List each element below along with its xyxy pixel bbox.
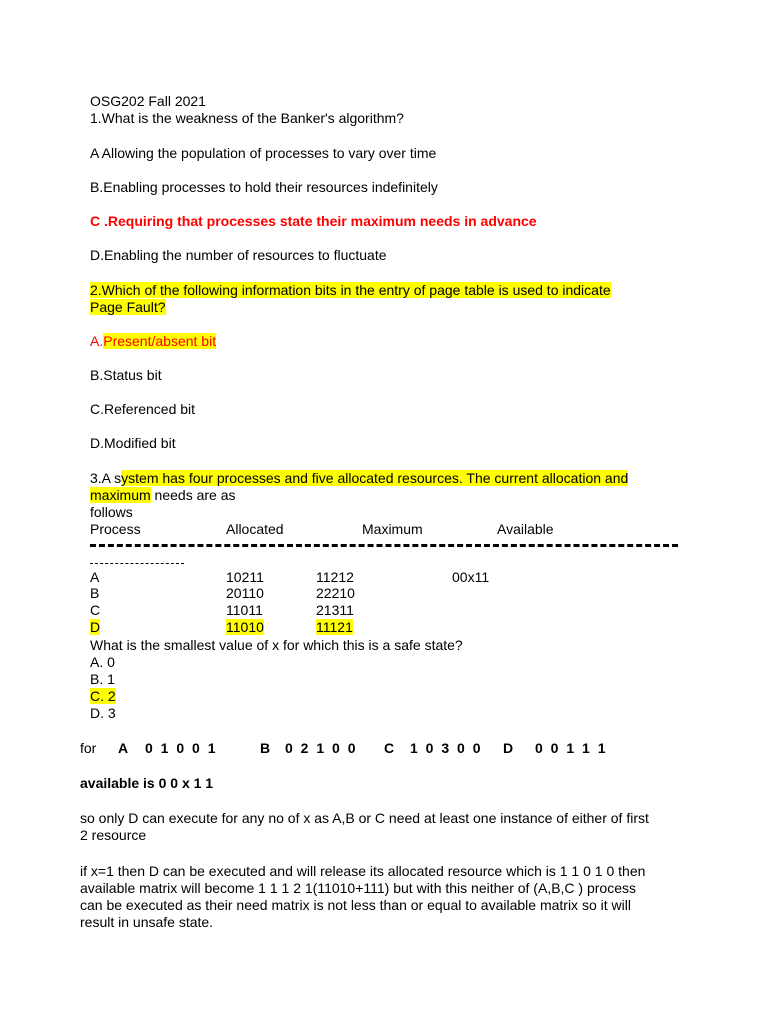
- table-row-b-allocated: 20110: [226, 585, 264, 601]
- q2-option-a-prefix: A.: [90, 333, 104, 349]
- explanation-para2-line3: can be executed as their need matrix is not less than or equal to available matrix so it will: [80, 897, 631, 913]
- q2-option-b: B.Status bit: [90, 367, 162, 383]
- table-row-b-process: B: [90, 585, 100, 601]
- need-d-name: D: [503, 740, 514, 756]
- explanation-para1-line1: so only D can execute for any no of x as A,B or C need at least one instance of either of first: [80, 810, 649, 826]
- need-d-value: 0 0 1 1 1: [535, 740, 606, 756]
- q3-line2: [90, 487, 236, 504]
- q1-option-d: D.Enabling the number of resources to fluctuate: [90, 247, 387, 263]
- table-row-c-process: C: [90, 602, 101, 618]
- table-header-maximum: Maximum: [362, 521, 423, 537]
- q2-question-line1-text: 2.Which of the following information bits in the entry of page table is used to indicate: [90, 282, 611, 298]
- table-row-d-allocated-text: 11010: [226, 619, 264, 635]
- q2-option-a-text: Present/absent bit: [103, 333, 217, 349]
- need-b-value: 0 2 1 0 0: [285, 740, 356, 756]
- table-divider-continuation: [90, 563, 184, 564]
- q1-option-a: A Allowing the population of processes to vary over time: [90, 145, 437, 161]
- q3-option-a: A. 0: [90, 654, 115, 670]
- need-b-name: B: [260, 740, 271, 756]
- q3-option-b: B. 1: [90, 671, 115, 687]
- explanation-para2-line4: result in unsafe state.: [80, 914, 214, 930]
- table-header-allocated: Allocated: [226, 521, 284, 537]
- q3-option-c-correct: [90, 688, 116, 705]
- q3-option-d: D. 3: [90, 705, 116, 721]
- table-row-b-maximum: 22210: [316, 585, 355, 601]
- table-row-c-allocated: 11011: [226, 602, 263, 618]
- table-row-a-available: 00x11: [452, 569, 490, 585]
- available-line: available is 0 0 x 1 1: [80, 775, 214, 791]
- q2-question-line2-text: Page Fault?: [90, 299, 166, 315]
- q2-option-c: C.Referenced bit: [90, 401, 196, 417]
- need-a-name: A: [118, 740, 129, 756]
- q3-line1: [90, 470, 628, 487]
- q2-option-d: D.Modified bit: [90, 435, 176, 451]
- q3-line2-rest: needs are as: [150, 487, 236, 503]
- explanation-para2-line1: if x=1 then D can be executed and will release its allocated resource which is 1 1 0 1 0 then: [80, 863, 646, 879]
- q1-option-c-correct: C .Requiring that processes state their maximum needs in advance: [90, 213, 537, 229]
- table-header-available: Available: [497, 521, 554, 537]
- table-row-d-maximum: [316, 619, 353, 636]
- need-c-name: C: [384, 740, 395, 756]
- q1-option-b: B.Enabling processes to hold their resources indefinitely: [90, 179, 438, 195]
- q3-line1-prefix: 3.A s: [90, 470, 122, 486]
- need-label: for: [80, 740, 97, 756]
- need-a-value: 0 1 0 0 1: [145, 740, 216, 756]
- q3-line1-highlight: ystem has four processes and five allocated resources. The current allocation and: [121, 470, 629, 486]
- q3-question: What is the smallest value of x for which this is a safe state?: [90, 637, 463, 653]
- table-row-d-maximum-text: 11121: [316, 619, 353, 635]
- q3-line2-highlight: maximum: [90, 487, 151, 503]
- table-header-process: Process: [90, 521, 141, 537]
- need-c-value: 1 0 3 0 0: [410, 740, 481, 756]
- q3-option-c-text: C. 2: [90, 688, 116, 704]
- q2-question-line1: [90, 282, 611, 299]
- document-title: OSG202 Fall 2021: [90, 93, 206, 109]
- table-row-a-allocated: 10211: [226, 569, 264, 585]
- explanation-para2-line2: available matrix will become 1 1 1 2 1(11010+111) but with this neither of (A,B,C ) process: [80, 880, 636, 896]
- table-row-c-maximum: 21311: [316, 602, 354, 618]
- q3-line3: follows: [90, 504, 133, 520]
- q1-question: 1.What is the weakness of the Banker's algorithm?: [90, 110, 404, 126]
- table-row-d-allocated: [226, 619, 264, 636]
- table-row-d-process: [90, 619, 100, 636]
- q2-option-a-correct: [90, 333, 216, 350]
- table-row-a-maximum: 11212: [316, 569, 354, 585]
- table-row-a-process: A: [90, 569, 100, 585]
- table-row-d-process-text: D: [90, 619, 101, 635]
- q2-question-line2: [90, 299, 166, 316]
- table-divider: [90, 544, 678, 547]
- explanation-para1-line2: 2 resource: [80, 827, 147, 843]
